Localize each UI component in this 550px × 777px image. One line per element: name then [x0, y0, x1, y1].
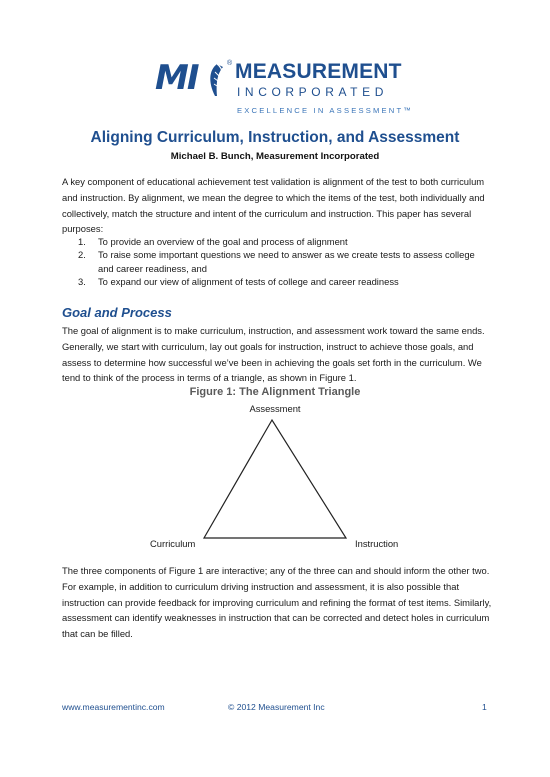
list-text: To raise some important questions we need to answer as we create tests to assess college and career readiness, and	[98, 249, 475, 274]
footer-website-link[interactable]: www.measurementinc.com	[62, 702, 165, 712]
list-number: 2.	[78, 249, 86, 261]
list-item	[62, 275, 492, 288]
goal-paragraph: The goal of alignment is to make curriculum, instruction, and assessment work toward the same ends. Generally, we start with curriculum, lay out goals for instruction, instruct to achieve those goals, and assess to determine how successful we’ve been in achieving the goals set forth in the curriculum. We tend to think of the process in terms of a triangle, as shown in Figure 1.	[62, 325, 485, 384]
logo-name: MEASUREMENT	[235, 60, 402, 83]
list-text: To provide an overview of the goal and process of alignment	[98, 236, 348, 247]
logo-tagline: EXCELLENCE IN ASSESSMENT™	[237, 106, 414, 115]
list-number: 1.	[78, 236, 86, 247]
alignment-triangle	[195, 418, 355, 540]
author-line: Michael B. Bunch, Measurement Incorporated	[170, 151, 380, 162]
purposes-list	[62, 235, 492, 289]
intro-paragraph: A key component of educational achievement test validation is alignment of the test to both curriculum and instruction. By alignment, we mean the degree to which the items of the test, both individually and collectively, match the structure and intent of the curriculum and instruction. This paper has several purposes:	[62, 176, 485, 235]
triangle-label-assessment: Assessment	[249, 403, 301, 414]
logo-mark: MI	[155, 58, 198, 98]
list-item	[62, 235, 492, 248]
triangle-label-instruction: Instruction	[355, 538, 399, 549]
measurement-inc-logo	[155, 60, 415, 120]
page-number: 1	[482, 702, 487, 712]
logo-sub: INCORPORATED	[237, 85, 388, 99]
footer-copyright: © 2012 Measurement Inc	[228, 702, 325, 712]
list-number: 3.	[78, 276, 86, 288]
figure-title: Figure 1: The Alignment Triangle	[189, 386, 361, 398]
quill-icon	[203, 62, 231, 98]
section-heading: Goal and Process	[62, 305, 172, 320]
triangle-label-curriculum: Curriculum	[150, 538, 196, 549]
figure-discussion-paragraph: The three components of Figure 1 are interactive; any of the three can and should inform the other two. For example, in addition to curriculum driving instruction and assessment, it is also possible that instruction can provide feedback for improving curriculum and refining the format of test items. Similarly, assessment can identify weaknesses in instruction that can be corrected and detect holes in curriculum that can be filled.	[62, 565, 492, 640]
list-text: To expand our view of alignment of tests of college and career readiness	[98, 276, 399, 288]
document-title: Aligning Curriculum, Instruction, and Assessment	[90, 129, 460, 146]
list-item	[62, 248, 492, 275]
registered-mark: ®	[227, 60, 233, 67]
